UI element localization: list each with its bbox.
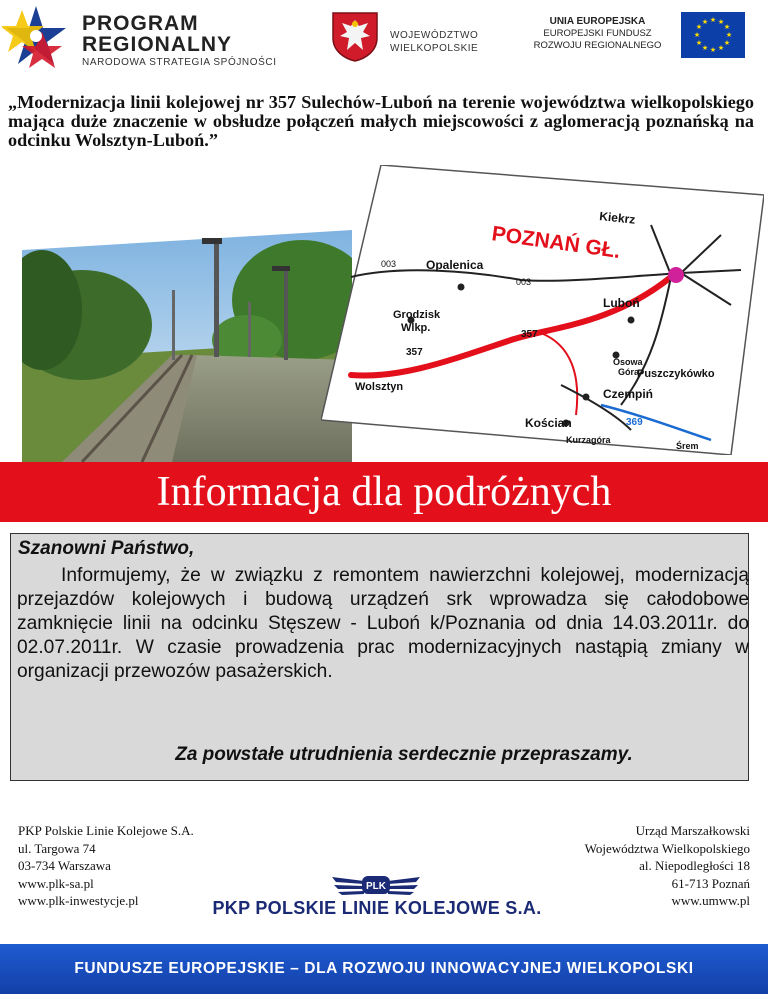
- strategy-text: NARODOWA STRATEGIA SPÓJNOŚCI: [82, 57, 277, 68]
- eu-fund-text: [520, 16, 675, 52]
- star-logo-icon: [2, 2, 70, 70]
- map-label-wlkp: Wlkp.: [401, 322, 431, 334]
- map-label-wolsztyn: Wolsztyn: [355, 381, 404, 393]
- map-line-357-west: 357: [406, 347, 423, 358]
- map-label-osowa: Osowa: [613, 357, 643, 367]
- notice-body: [17, 564, 749, 684]
- map-label-czempin: Czempiń: [603, 387, 654, 401]
- eu-regional-line: ROZWOJU REGIONALNEGO: [533, 40, 662, 51]
- svg-text:★: ★: [723, 39, 731, 47]
- wielkopolskie-text: WIELKOPOLSKIE: [390, 43, 479, 54]
- svg-text:★: ★: [695, 39, 703, 47]
- plk-winged-emblem-icon: [330, 869, 422, 899]
- contact-umww-website[interactable]: www.umww.pl: [671, 893, 750, 908]
- plk-name: PKP POLSKIE LINIE KOLEJOWE S.A.: [212, 898, 542, 918]
- map-label-srem: Śrem: [676, 441, 699, 451]
- contact-plk-city: 03-734 Warszawa: [18, 858, 111, 873]
- map-label-opalenica: Opalenica: [426, 258, 484, 272]
- svg-text:★: ★: [709, 46, 717, 54]
- map-line-003-east: 003: [516, 277, 532, 287]
- wojewodztwo-logo: [330, 10, 490, 62]
- eu-fund-line: EUROPEJSKI FUNDUSZ: [543, 28, 652, 39]
- railway-map: [321, 165, 764, 455]
- eu-flag-icon: [681, 12, 745, 58]
- plk-emblem-text: PLK: [366, 881, 386, 892]
- banner-title: Informacja dla podróżnych: [156, 469, 612, 515]
- eu-union-text: UNIA EUROPEJSKA: [549, 16, 646, 27]
- railway-photo: [22, 230, 352, 462]
- svg-text:★: ★: [723, 23, 731, 31]
- footer-slogan: FUNDUSZE EUROPEJSKIE – DLA ROZWOJU INNOWACYJNEJ WIELKOPOLSKI: [74, 960, 694, 977]
- map-label-poznan: POZNAŃ GŁ.: [490, 222, 622, 263]
- wojewodztwo-text: WOJEWÓDZTWO: [390, 30, 479, 41]
- svg-text:★: ★: [693, 31, 701, 39]
- header-logos: [0, 0, 768, 90]
- program-text: PROGRAM: [82, 12, 199, 35]
- map-label-grodzisk: Grodzisk: [393, 309, 441, 321]
- contact-umww-street: al. Niepodległości 18: [639, 858, 750, 873]
- contact-plk-investments-website[interactable]: www.plk-inwestycje.pl: [18, 893, 139, 908]
- contact-plk-street: ul. Targowa 74: [18, 840, 96, 856]
- regionalny-text: REGIONALNY: [82, 33, 233, 56]
- map-label-kurzagora: Kurzagóra: [566, 435, 611, 445]
- notice-greeting: Szanowni Państwo,: [18, 538, 195, 559]
- svg-text:★: ★: [725, 31, 733, 39]
- svg-text:★: ★: [701, 18, 709, 26]
- map-label-lubon: Luboń: [603, 296, 640, 310]
- contact-umww-region: Województwa Wielkopolskiego: [584, 840, 750, 856]
- contact-plk-website[interactable]: www.plk-sa.pl: [18, 875, 94, 891]
- contact-umww-city: 61-713 Poznań: [671, 875, 750, 891]
- notice-body-text: Informujemy, że w związku z remontem nawierzchni kolejowej, modernizacją przejazdów kolejowych i budową urządzeń srk wprowadza się całodobowe zamknięcie linii na odcinku Stęszew - Luboń k/Poznania od dnia 14.03.2011r. do 02.07.2011r. W czasie prowadzenia prac modernizacyjnych nastąpią zmiany w organizacji przewozów pasażerskich.: [17, 565, 749, 682]
- contact-plk-name: PKP Polskie Linie Kolejowe S.A.: [18, 823, 194, 838]
- map-line-357-east: 357: [521, 329, 538, 340]
- svg-text:★: ★: [695, 23, 703, 31]
- svg-text:★: ★: [709, 16, 717, 24]
- contact-plk: [18, 822, 194, 910]
- contact-umww-name: Urząd Marszałkowski: [635, 823, 750, 838]
- map-label-puszczykowko: Puszczykówko: [637, 368, 715, 380]
- contact-umww: [585, 822, 750, 910]
- eagle-shield-icon: [330, 10, 380, 62]
- program-regionalny-logo: [2, 2, 282, 72]
- notice-apology: Za powstałe utrudnienia serdecznie przepraszamy.: [175, 744, 633, 765]
- svg-text:★: ★: [701, 44, 709, 52]
- map-label-koscian: Kościan: [525, 416, 572, 430]
- map-label-kiekrz: Kiekrz: [598, 209, 636, 227]
- map-line-003-west: 003: [381, 259, 397, 269]
- svg-text:★: ★: [717, 18, 725, 26]
- map-line-369: 369: [626, 417, 643, 428]
- svg-text:★: ★: [717, 44, 725, 52]
- map-label-gora: Góra: [618, 367, 640, 377]
- project-title: „Modernizacja linii kolejowej nr 357 Sulechów-Luboń na terenie województwa wielkopolskiego mająca duże znaczenie w obsłudze połączeń małych miejscowości z aglomeracją poznańską na odcinku Wolsztyn-Luboń.”: [8, 92, 754, 150]
